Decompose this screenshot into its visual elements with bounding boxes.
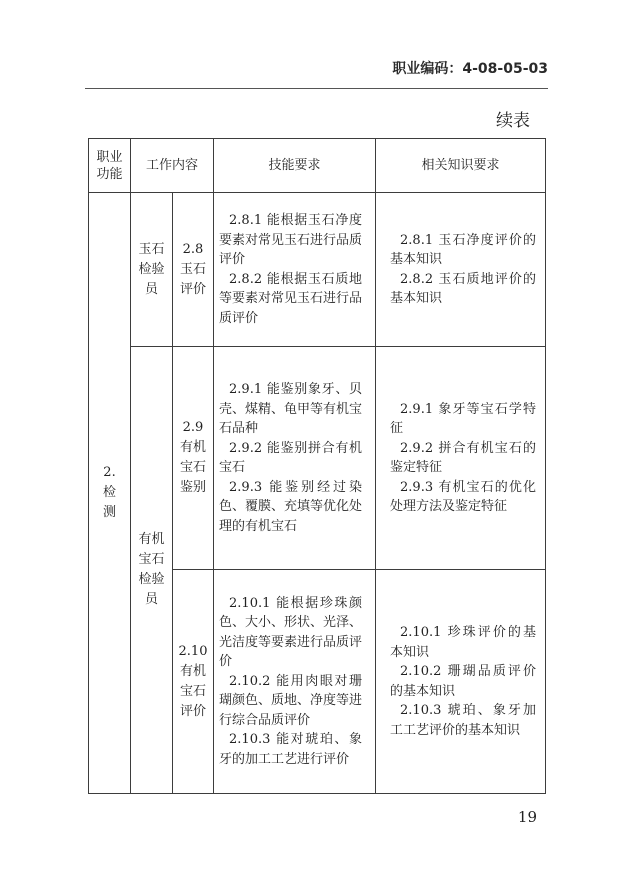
work-item-line: 2.10	[178, 643, 208, 659]
work-item-cell	[173, 570, 214, 794]
knowledge-requirement: 2.10.1 珍珠评价的基本知识	[390, 625, 537, 660]
skill-requirement: 2.9.2 能鉴别拼合有机宝石	[219, 440, 363, 475]
knowledge-requirement: 2.8.1 玉石净度评价的基本知识	[390, 232, 537, 267]
knowledge-requirement: 2.8.2 玉石质地评价的基本知识	[390, 271, 537, 306]
skill-requirement: 2.10.1 能根据珍珠颜色、大小、形状、光泽、光洁度等要素进行品质评价	[219, 595, 363, 670]
knowledge-cell	[376, 347, 546, 570]
function-line: 2.	[103, 465, 116, 480]
role-line: 玉石	[138, 241, 165, 257]
table-row	[89, 193, 546, 347]
skill-requirement: 2.8.1 能根据玉石净度要素对常见玉石进行品质评价	[219, 213, 363, 267]
skills-cell	[214, 570, 376, 794]
work-item-line: 有机	[180, 440, 207, 455]
knowledge-requirement: 2.9.1 象牙等宝石学特征	[390, 401, 537, 436]
skill-requirement: 2.10.3 能对琥珀、象牙的加工工艺进行评价	[219, 732, 363, 767]
occupation-code: 职业编码：4-08-05-03	[392, 61, 548, 77]
skill-requirement: 2.8.2 能根据玉石质地等要素对常见玉石进行品质评价	[219, 271, 363, 326]
work-item-line: 评价	[180, 281, 207, 297]
role-line: 检验	[138, 261, 165, 277]
function-line: 检	[102, 485, 116, 500]
skill-requirement: 2.10.2 能用肉眼对珊瑚颜色、质地、净度等进行综合品质评价	[219, 673, 363, 728]
knowledge-requirement: 2.10.2 珊瑚品质评价的基本知识	[390, 664, 537, 699]
knowledge-cell	[376, 570, 546, 794]
role-line: 宝石	[138, 552, 165, 567]
work-item-line: 玉石	[180, 261, 207, 277]
function-line: 测	[102, 505, 116, 520]
table-header-row	[89, 139, 546, 193]
role-cell	[131, 347, 173, 794]
work-item-line: 2.9	[182, 420, 204, 435]
role-cell	[131, 193, 173, 347]
role-line: 有机	[138, 532, 165, 547]
table-row	[89, 347, 546, 570]
work-item-cell	[173, 347, 214, 570]
knowledge-requirement: 2.9.3 有机宝石的优化处理方法及鉴定特征	[390, 479, 537, 514]
knowledge-cell	[376, 193, 546, 347]
function-cell	[89, 193, 131, 794]
role-line: 员	[144, 592, 158, 607]
column-header-function-line: 功能	[96, 166, 123, 182]
work-item-line: 鉴别	[180, 480, 207, 495]
work-item-line: 有机	[180, 663, 207, 679]
knowledge-requirement: 2.9.2 拼合有机宝石的鉴定特征	[390, 440, 537, 475]
work-item-line: 宝石	[180, 683, 207, 699]
skills-cell	[214, 193, 376, 347]
requirements-table	[88, 138, 546, 794]
page-number: 19	[517, 808, 537, 826]
work-item-line: 2.8	[182, 241, 204, 257]
header-rule	[85, 88, 548, 89]
work-item-cell	[173, 193, 214, 347]
role-line: 员	[144, 281, 158, 297]
role-line: 检验	[138, 572, 165, 587]
column-header-function-line: 职业	[96, 149, 123, 165]
column-header-function	[89, 139, 131, 193]
continued-table-label: 续表	[496, 111, 530, 131]
skills-cell	[214, 347, 376, 570]
column-header-skills: 技能要求	[214, 139, 376, 193]
knowledge-requirement: 2.10.3 琥珀、象牙加工工艺评价的基本知识	[390, 703, 537, 738]
skill-requirement: 2.9.3 能鉴别经过染色、覆膜、充填等优化处理的有机宝石	[219, 479, 363, 534]
skill-requirement: 2.9.1 能鉴别象牙、贝壳、煤精、龟甲等有机宝石品种	[219, 382, 363, 436]
column-header-work-content: 工作内容	[131, 139, 214, 193]
work-item-line: 宝石	[180, 460, 207, 475]
work-item-line: 评价	[180, 703, 207, 719]
column-header-knowledge: 相关知识要求	[376, 139, 546, 193]
